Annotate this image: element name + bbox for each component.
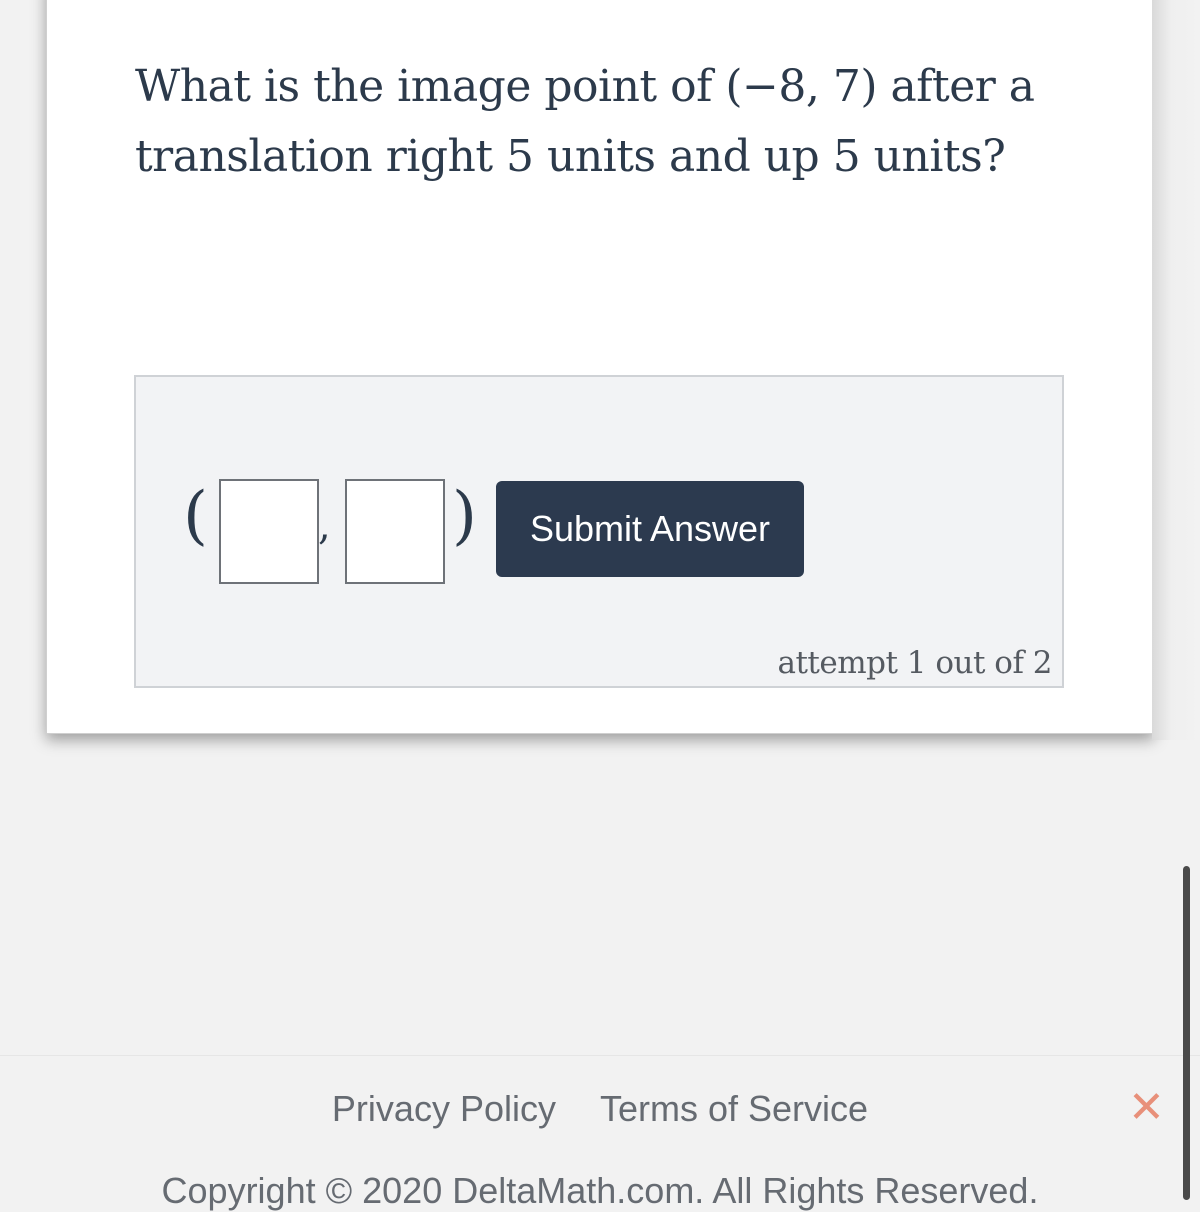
x-coordinate-input[interactable] xyxy=(219,479,319,584)
coordinate-comma: , xyxy=(318,503,331,549)
submit-answer-button[interactable]: Submit Answer xyxy=(496,481,804,577)
open-paren: ( xyxy=(183,479,208,553)
close-icon[interactable]: ✕ xyxy=(1128,1082,1165,1133)
privacy-policy-link[interactable]: Privacy Policy xyxy=(331,1088,556,1129)
card-edge-shadow xyxy=(1152,0,1200,740)
close-paren: ) xyxy=(452,479,477,553)
question-text: What is the image point of (−8, 7) after a translation right 5 units and up 5 units? xyxy=(135,61,1035,182)
terms-of-service-link[interactable]: Terms of Service xyxy=(600,1088,869,1129)
copyright-text: Copyright © 2020 DeltaMath.com. All Rights Reserved. xyxy=(161,1170,1039,1211)
scrollbar[interactable] xyxy=(1183,866,1190,1200)
footer-links xyxy=(0,1088,1200,1130)
y-coordinate-input[interactable] xyxy=(345,479,445,584)
attempt-counter: attempt 1 out of 2 xyxy=(777,645,1052,681)
footer-divider xyxy=(0,1055,1200,1056)
